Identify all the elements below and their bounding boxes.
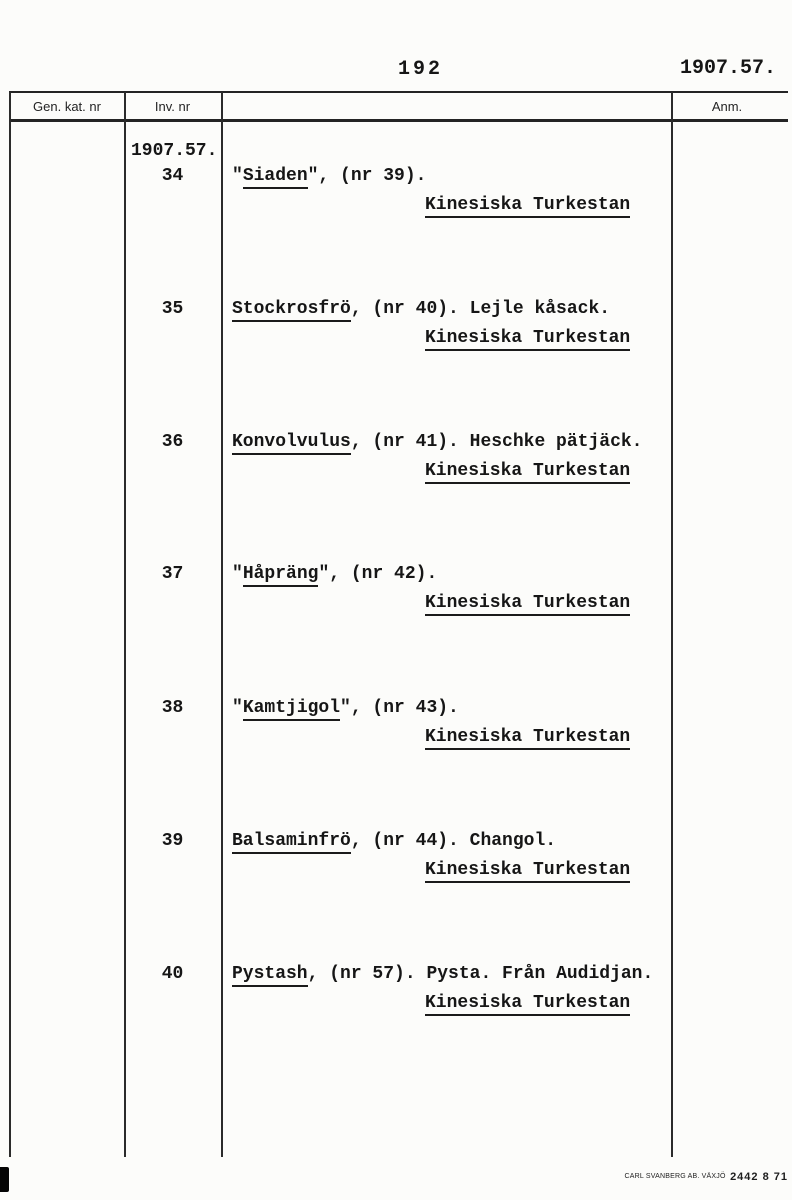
inv-number: 35 [161,299,184,319]
catalog-entry-row [0,299,792,359]
quote-mark: " [232,698,243,718]
column-header-anm: Anm. [711,99,743,114]
quote-mark: " [232,166,243,186]
entry-text [232,299,610,319]
year-reference-heading: 1907.57. [680,57,777,80]
entry-rest: ", (nr 42). [318,564,438,584]
entry-name: Håpräng [243,564,319,587]
inv-number: 39 [161,831,184,851]
entry-location: Kinesiska Turkestan [425,461,630,481]
entry-name: Stockrosfrö [232,299,351,322]
entry-rest: , (nr 44). Changol. [350,831,557,851]
catalog-entry-row [0,166,792,226]
entry-location: Kinesiska Turkestan [425,328,630,348]
printer-imprint [625,1167,788,1185]
entry-name: Pystash [232,964,308,987]
inv-number: 36 [161,432,184,452]
scan-edge-artifact [0,1167,9,1192]
catalog-entry-row [0,964,792,1024]
entry-text [232,831,556,851]
entry-location: Kinesiska Turkestan [425,195,630,215]
entry-name: Konvolvulus [232,432,351,455]
entry-text [232,166,426,186]
entry-text [232,432,642,452]
entry-rest: , (nr 40). Lejle kåsack. [350,299,611,319]
entry-rest: ", (nr 39). [307,166,427,186]
quote-mark: " [232,564,243,584]
page-number: 192 [398,58,444,81]
printer-code: 2442 8 71 [730,1171,788,1183]
catalog-entry-row [0,698,792,758]
entry-text [232,698,459,718]
entry-name: Kamtjigol [243,698,340,721]
entry-name: Siaden [243,166,308,189]
inv-number: 37 [161,564,184,584]
catalog-entry-row [0,564,792,624]
entry-location: Kinesiska Turkestan [425,593,630,613]
entry-text [232,564,437,584]
column-header-gen-kat-nr: Gen. kat. nr [33,99,101,114]
printer-name: CARL SVANBERG AB. VÄXJÖ [624,1173,726,1180]
inv-number: 34 [161,166,184,186]
entry-location: Kinesiska Turkestan [425,860,630,880]
group-heading-year: 1907.57. [131,141,218,161]
column-header-inv-nr: Inv. nr [154,99,191,114]
catalog-entry-row [0,432,792,492]
entry-rest: , (nr 41). Heschke pätjäck. [350,432,643,452]
entry-location: Kinesiska Turkestan [425,727,630,747]
entry-rest: , (nr 57). Pysta. Från Audidjan. [307,964,654,984]
catalog-entry-row [0,831,792,891]
entry-text [232,964,653,984]
inv-number: 40 [161,964,184,984]
inv-number: 38 [161,698,184,718]
entry-rest: ", (nr 43). [340,698,459,718]
entry-location: Kinesiska Turkestan [425,993,630,1013]
entry-name: Balsaminfrö [232,831,351,854]
